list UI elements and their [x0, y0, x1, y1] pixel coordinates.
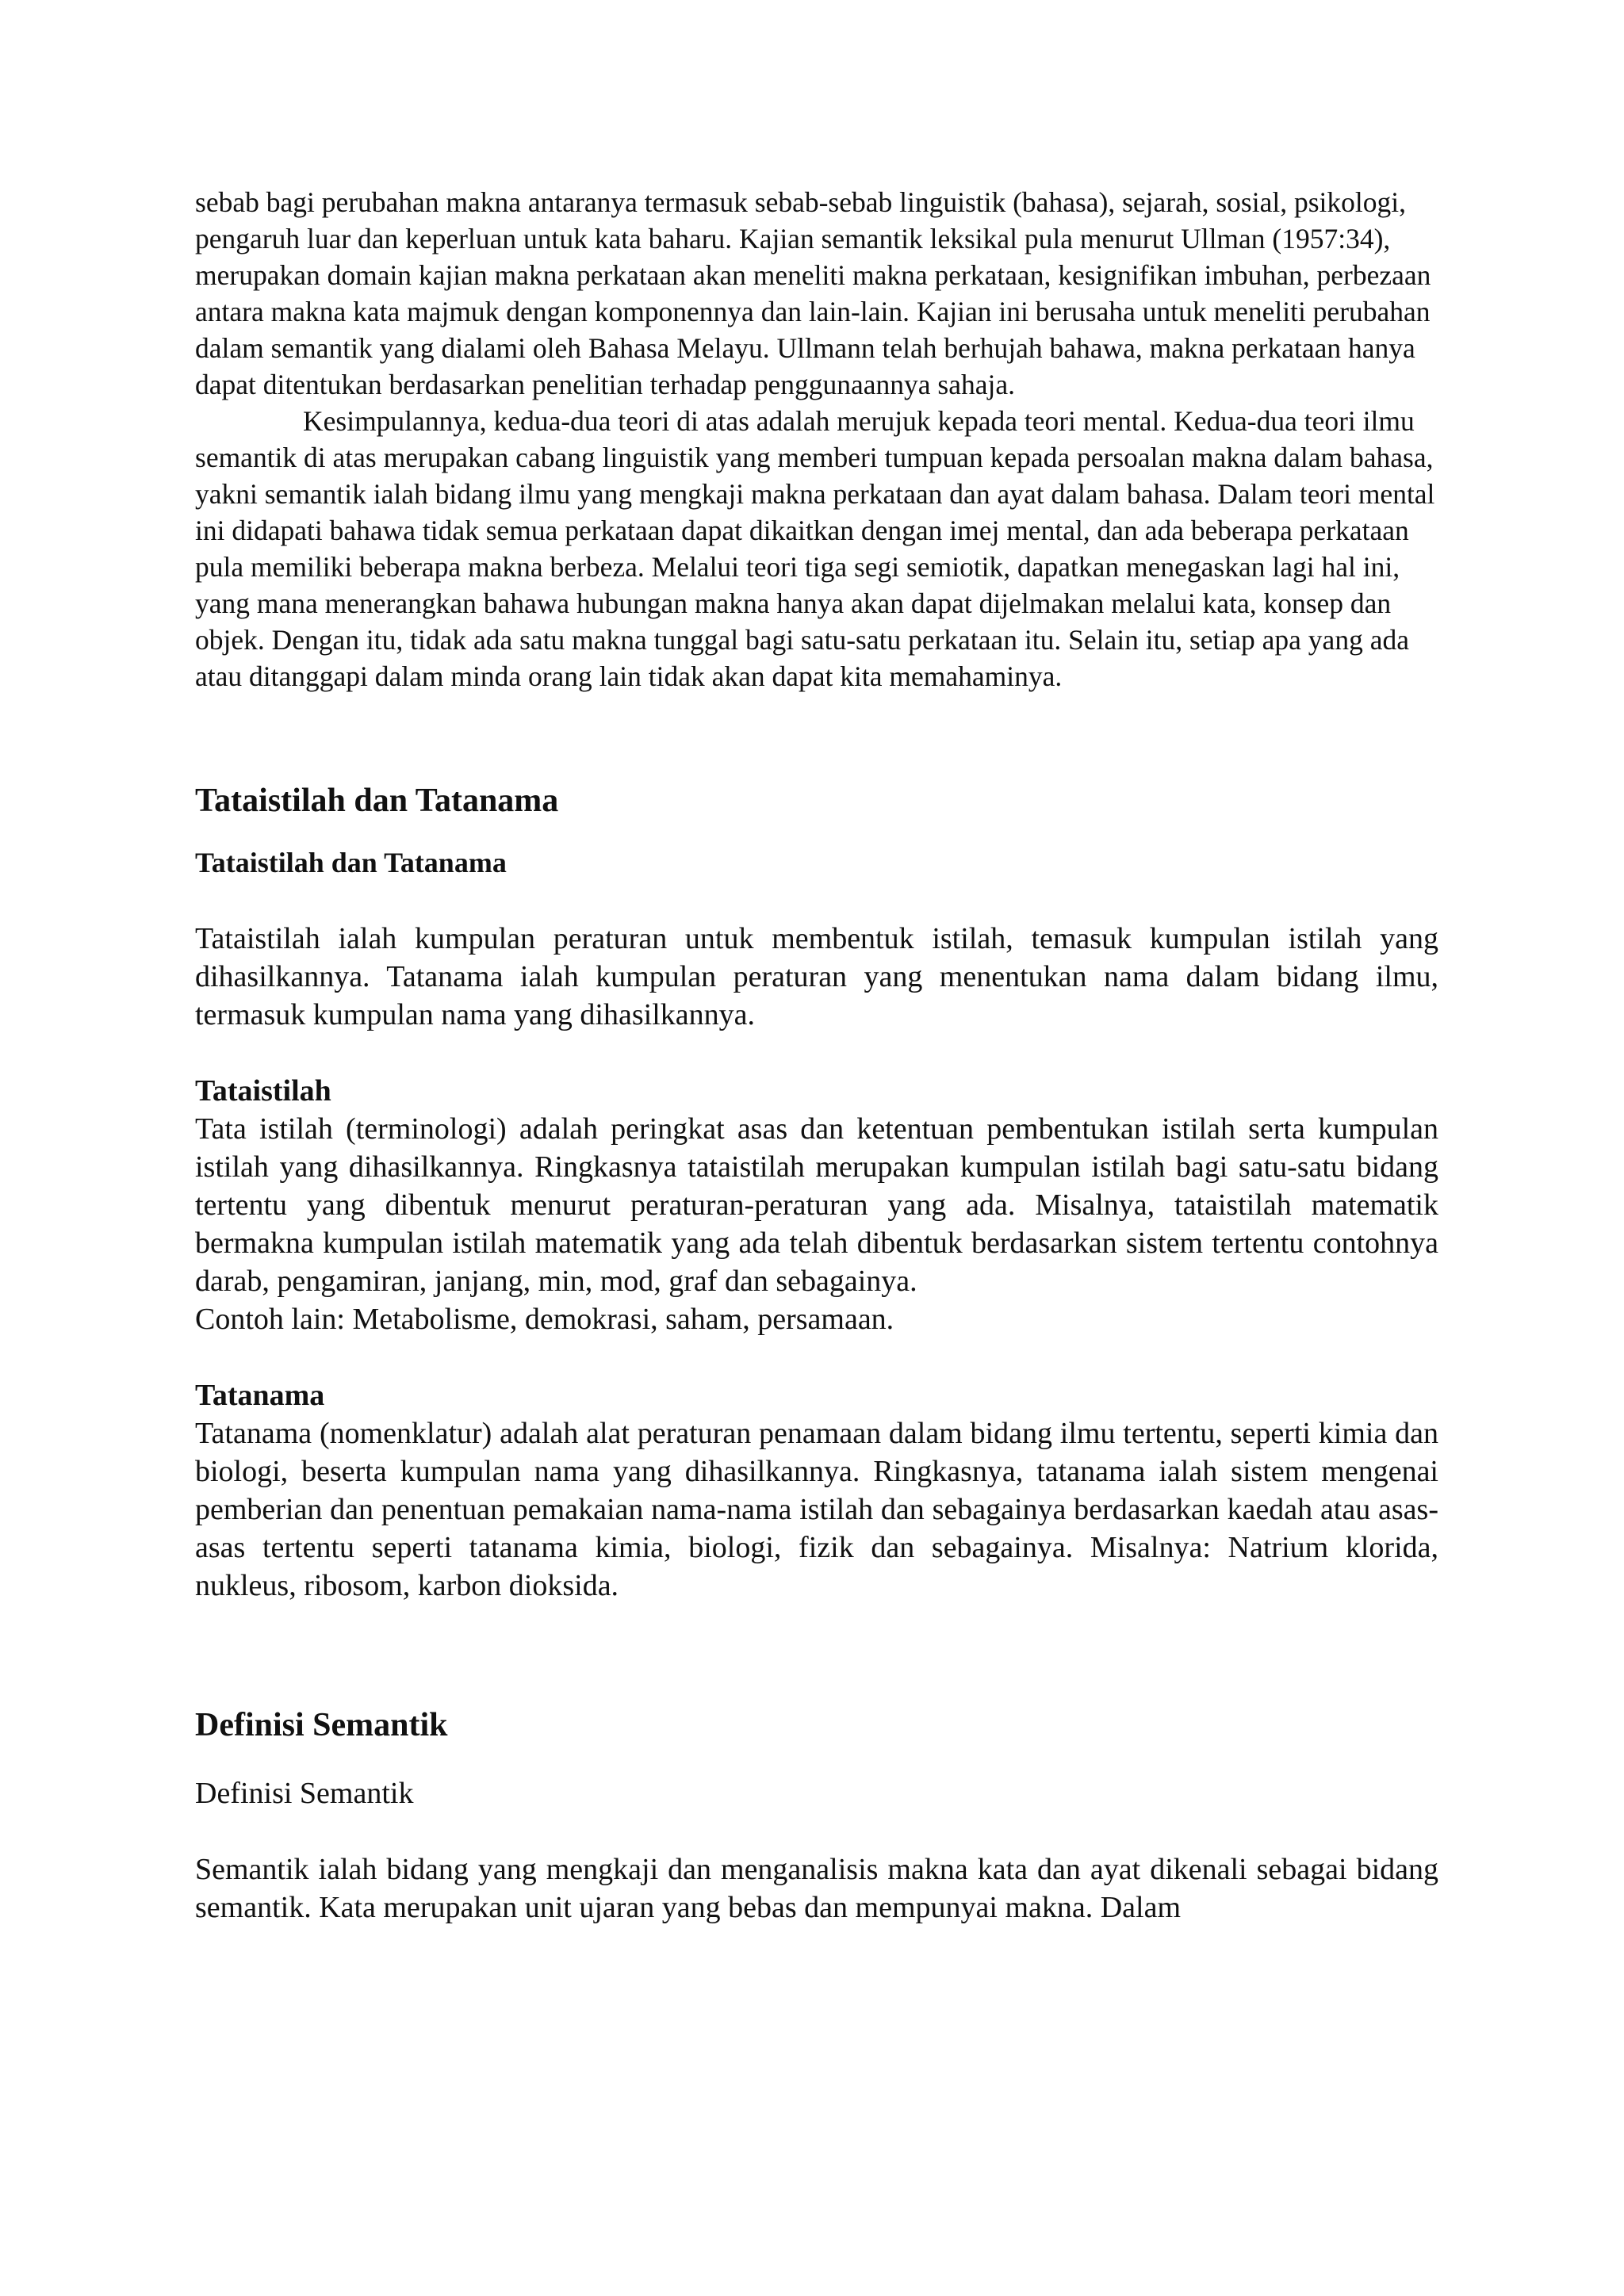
section-subheading-definisi-semantik: Definisi Semantik	[195, 1777, 414, 1810]
tatanama-heading: Tatanama	[195, 1379, 325, 1412]
tataistilah-heading: Tataistilah	[195, 1074, 331, 1108]
section-paragraph-definisi-semantik: Semantik ialah bidang yang mengkaji dan menganalisis makna kata dan ayat dikenali sebagai bidang semantik. Kata merupakan unit ujaran yang bebas dan mempunyai makna. Dalam	[195, 1853, 1438, 1924]
intro-paragraph-1: sebab bagi perubahan makna antaranya termasuk sebab-sebab linguistik (bahasa), sejarah, sosial, psikologi, pengaruh luar dan keperluan untuk kata baharu. Kajian semantik leksikal pula menurut Ullman (1957:34), merupakan domain kajian makna perkataan akan meneliti makna perkataan, kesignifikan imbuhan, perbezaan antara makna kata majmuk dengan komponennya dan lain-lain. Kajian ini berusaha untuk meneliti perubahan dalam semantik yang dialami oleh Bahasa Melayu. Ullmann telah berhujah bahawa, makna perkataan hanya dapat ditentukan berdasarkan penelitian terhadap penggunaannya sahaja.	[195, 186, 1431, 400]
tataistilah-paragraph: Tata istilah (terminologi) adalah peringkat asas dan ketentuan pembentukan istilah serta kumpulan istilah yang dihasilkannya. Ringkasnya tataistilah merupakan kumpulan istilah bagi satu-satu bidang tertentu yang dibentuk menurut peraturan-peraturan yang ada. Misalnya, tataistilah matematik bermakna kumpulan istilah matematik yang ada telah dibentuk berdasarkan sistem tertentu contohnya darab, pengamiran, janjang, min, mod, graf dan sebagainya.	[195, 1112, 1438, 1298]
section-subheading-tataistilah-tatanama: Tataistilah dan Tatanama	[195, 847, 507, 878]
document-body	[195, 184, 1438, 1927]
tataistilah-example: Contoh lain: Metabolisme, demokrasi, saham, persamaan.	[195, 1303, 894, 1336]
intro-paragraph-2: Kesimpulannya, kedua-dua teori di atas adalah merujuk kepada teori mental. Kedua-dua teori ilmu semantik di atas merupakan cabang linguistik yang memberi tumpuan kepada persoalan makna dalam bahasa, yakni semantik ialah bidang ilmu yang mengkaji makna perkataan dan ayat dalam bahasa. Dalam teori mental ini didapati bahawa tidak semua perkataan dapat dikaitkan dengan imej mental, dan ada beberapa perkataan pula memiliki beberapa makna berbeza. Melalui teori tiga segi semiotik, dapatkan menegaskan lagi hal ini, yang mana menerangkan bahawa hubungan makna hanya akan dapat dijelmakan melalui kata, konsep dan objek. Dengan itu, tidak ada satu makna tunggal bagi satu-satu perkataan itu. Selain itu, setiap apa yang ada atau ditanggapi dalam minda orang lain tidak akan dapat kita memahaminya.	[195, 405, 1435, 692]
section-heading-definisi-semantik: Definisi Semantik	[195, 1707, 448, 1743]
section-heading-tataistilah-tatanama: Tataistilah dan Tatanama	[195, 783, 559, 819]
tatanama-paragraph: Tatanama (nomenklatur) adalah alat peraturan penamaan dalam bidang ilmu tertentu, seperti kimia dan biologi, beserta kumpulan nama yang dihasilkannya. Ringkasnya, tatanama ialah sistem mengenai pemberian dan penentuan pemakaian nama-nama istilah dan sebagainya berdasarkan kaedah atau asas-asas tertentu seperti tatanama kimia, biologi, fizik dan sebagainya. Misalnya: Natrium klorida, nukleus, ribosom, karbon dioksida.	[195, 1417, 1438, 1602]
section-paragraph-tataistilah-tatanama: Tataistilah ialah kumpulan peraturan untuk membentuk istilah, temasuk kumpulan istilah yang dihasilkannya. Tatanama ialah kumpulan peraturan yang menentukan nama dalam bidang ilmu, termasuk kumpulan nama yang dihasilkannya.	[195, 922, 1438, 1031]
